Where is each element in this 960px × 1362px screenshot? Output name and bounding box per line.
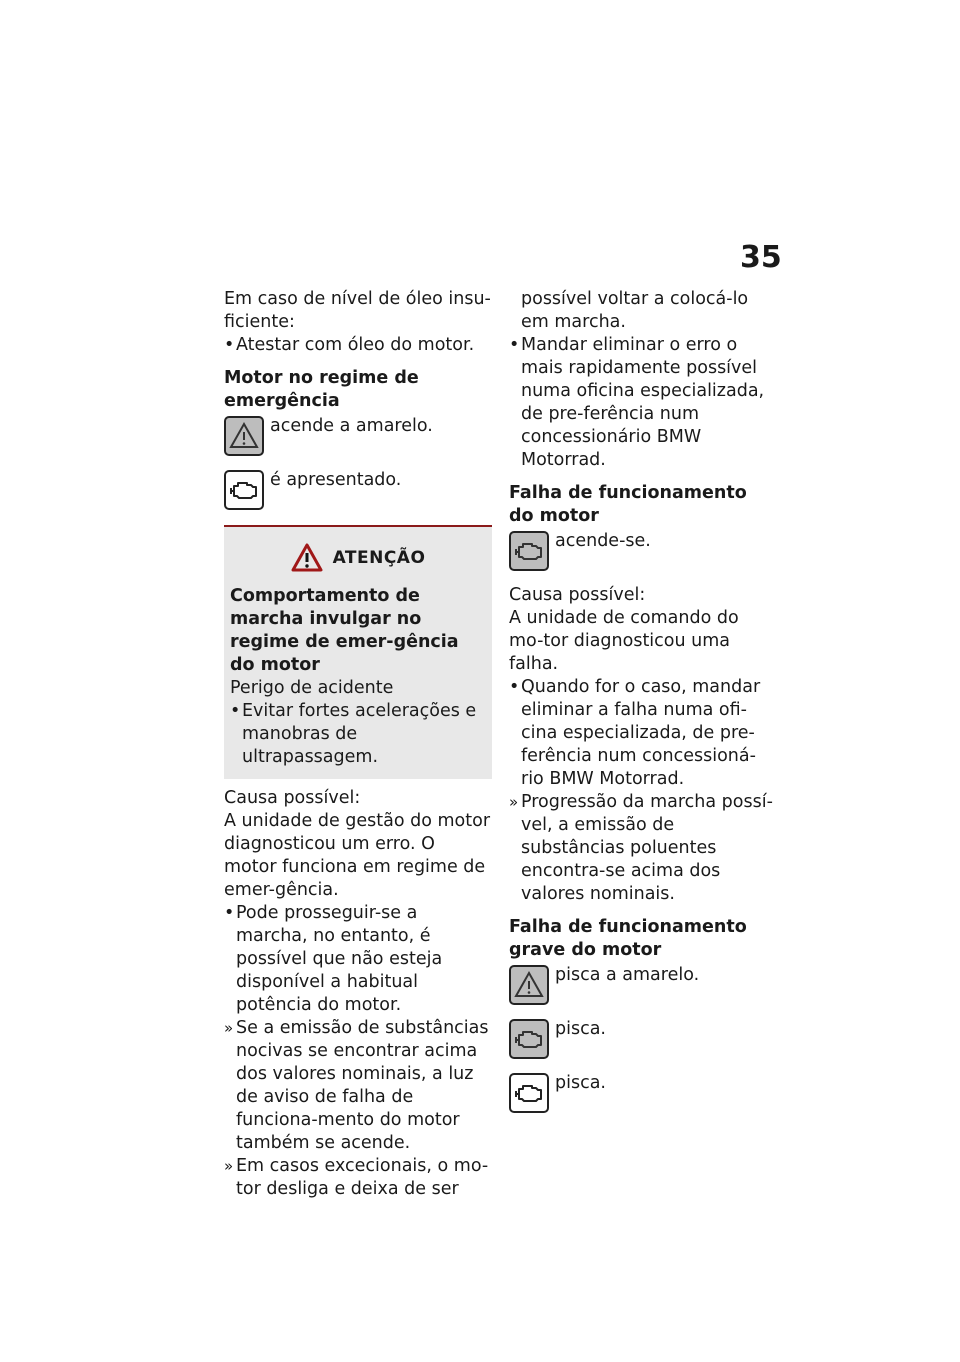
warning-title: ATENÇÃO xyxy=(332,547,426,568)
continued-text: possível voltar a colocá-lo em marcha. xyxy=(521,289,749,332)
page-number: 35 xyxy=(740,240,782,275)
fault-cause-text: A unidade de comando do mo-tor diagnosticou uma falha. xyxy=(509,608,739,674)
warning-header xyxy=(230,543,486,573)
engine-lamp-text: é apresentado. xyxy=(270,470,402,490)
engine-check-icon xyxy=(509,1073,549,1113)
severe-engine-row xyxy=(509,1072,777,1116)
emergency-heading: Motor no regime de emergência xyxy=(224,368,419,411)
fault-bullet: • Quando for o caso, mandar eliminar a falha numa ofi-cina especializada, de pre-ferência num concessioná-rio BMW Motorrad. xyxy=(509,676,777,791)
cause-label: Causa possível: xyxy=(224,788,361,808)
severe-engine-text: pisca. xyxy=(555,1073,606,1093)
right-column xyxy=(509,288,777,1126)
severe-lamp-text: pisca. xyxy=(555,1019,606,1039)
oil-bullet: • Atestar com óleo do motor. xyxy=(224,334,492,357)
engine-lamp-row xyxy=(224,469,492,513)
fault-cause-label: Causa possível: xyxy=(509,585,646,605)
severe-warn-text: pisca a amarelo. xyxy=(555,965,700,985)
warning-danger: Perigo de acidente xyxy=(230,678,394,698)
fault-lamp-text: acende-se. xyxy=(555,531,651,551)
warn-lamp-row xyxy=(224,415,492,459)
cause-text: A unidade de gestão do motor diagnosticou um erro. O motor funciona em regime de emer-gência. xyxy=(224,811,491,900)
warning-red-triangle-icon xyxy=(291,543,323,573)
left-column xyxy=(224,288,492,1201)
fault-heading: Falha de funcionamento do motor xyxy=(509,483,747,526)
engine-check-icon xyxy=(509,531,549,571)
oil-intro: Em caso de nível de óleo insu-ficiente: xyxy=(224,289,491,332)
warning-triangle-icon xyxy=(509,965,549,1005)
warn-lamp-text: acende a amarelo. xyxy=(270,416,433,436)
fault-result: » Progressão da marcha possí-vel, a emissão de substâncias poluentes encontra-se acima dos valores nominais. xyxy=(509,791,777,906)
severe-warn-row xyxy=(509,964,777,1008)
engine-check-icon xyxy=(509,1019,549,1059)
fault-lamp-row xyxy=(509,530,777,574)
severe-lamp-row xyxy=(509,1018,777,1062)
emission-result: » Se a emissão de substâncias nocivas se encontrar acima dos valores nominais, a luz de aviso de falha de funciona-mento do motor também se acende. xyxy=(224,1017,492,1155)
warning-bullet: • Evitar fortes acelerações e manobras de ultrapassagem. xyxy=(230,700,486,769)
warning-box xyxy=(224,525,492,779)
warning-triangle-icon xyxy=(224,416,264,456)
engine-check-icon xyxy=(224,470,264,510)
power-bullet: • Pode prosseguir-se a marcha, no entanto, é possível que não esteja disponível a habitual potência do motor. xyxy=(224,902,492,1017)
warning-subtitle: Comportamento de marcha invulgar no regime de emer-gência do motor xyxy=(230,586,459,675)
workshop-bullet: • Mandar eliminar o erro o mais rapidamente possível numa oficina especializada, de pre-ferência num concessionário BMW Motorrad. xyxy=(509,334,777,472)
severe-heading: Falha de funcionamento grave do motor xyxy=(509,917,747,960)
stall-result: » Em casos excecionais, o mo-tor desliga e deixa de ser xyxy=(224,1155,492,1201)
